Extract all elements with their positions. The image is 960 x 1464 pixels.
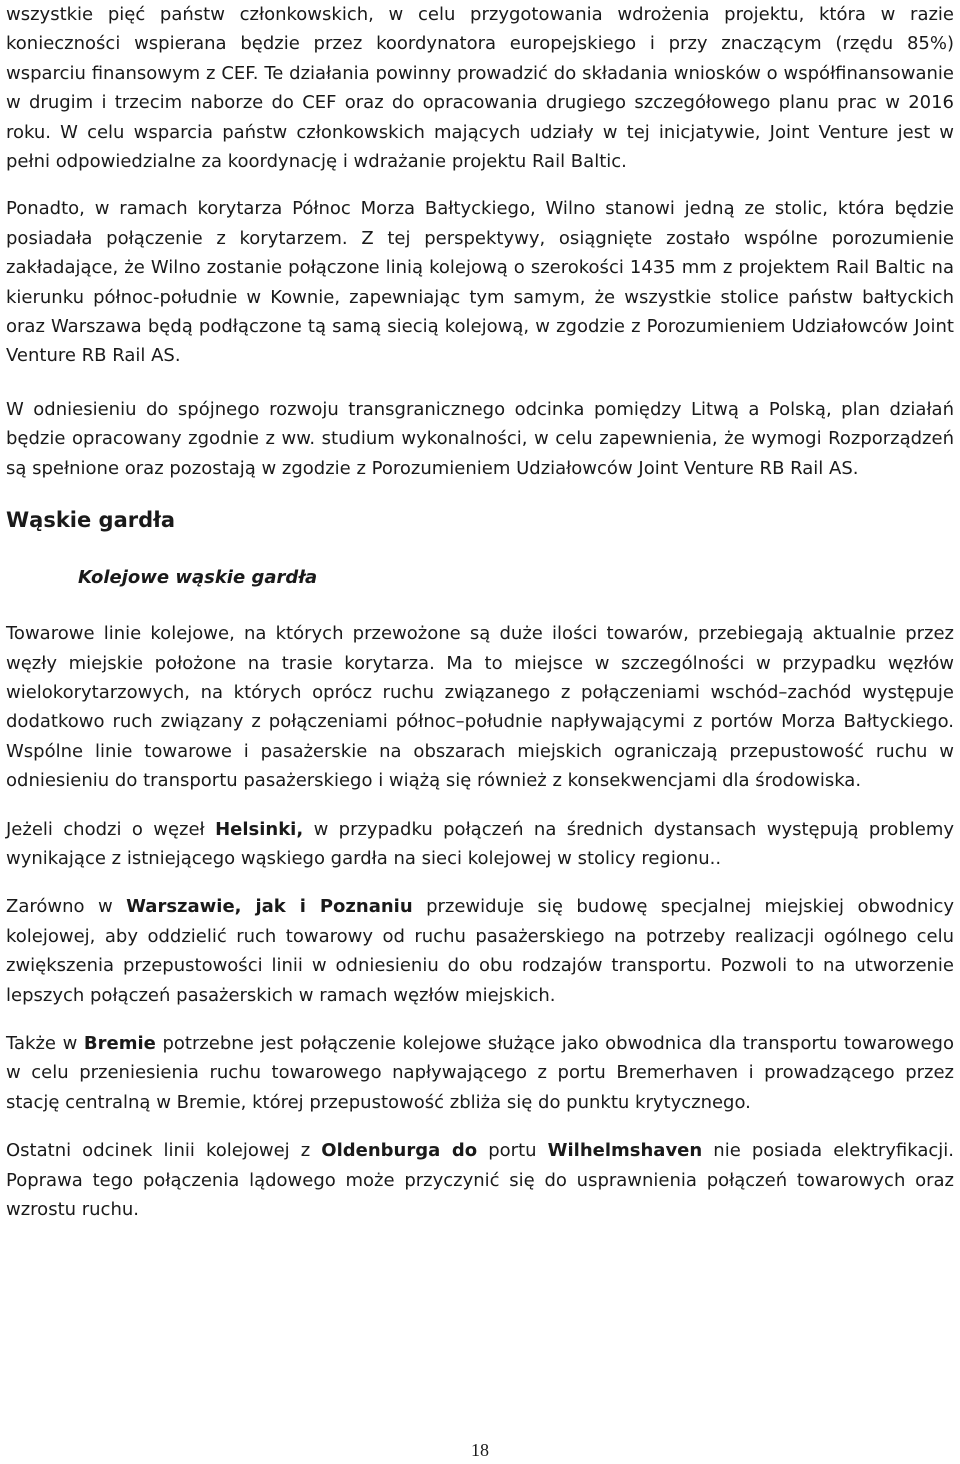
- bold-place-name: Helsinki,: [215, 818, 304, 840]
- paragraph-warsaw-poznan: [6, 892, 954, 1010]
- paragraph-text: Także w: [6, 1032, 84, 1054]
- paragraph-helsinki: [6, 815, 954, 874]
- paragraph-text: nie posiada elektryfikacji. Poprawa tego połączenia lądowego może przyczynić się do usprawnienia połączeń towarowych oraz wzrostu ruchu.: [6, 1140, 955, 1220]
- paragraph-text: portu: [477, 1140, 548, 1162]
- paragraph-rail-baltic-coordination: wszystkie pięć państw członkowskich, w celu przygotowania wdrożenia projektu, która w razie konieczności wspierana będzie przez koordynatora europejskiego i przy znaczącym (rzędu 85%) wsparciu finansowym z CEF. Te działania powinny prowadzić do składania wniosków o współfinansowanie w drugim i trzecim naborze do CEF oraz do opracowania drugiego szczegółowego planu prac w 2016 roku. W celu wsparcia państw członkowskich mających udziały w tej inicjatywie, Joint Venture jest w pełni odpowiedzialne za koordynację i wdrażanie projektu Rail Baltic.: [6, 4, 954, 173]
- paragraph-lithuania-poland-section: W odniesieniu do spójnego rozwoju transgranicznego odcinka pomiędzy Litwą a Polską, plan działań będzie opracowany zgodnie z ww. studium wykonalności, w celu zapewnienia, że wymogi Rozporządzeń są spełnione oraz pozostają w zgodzie z Porozumieniem Udziałowców Joint Venture RB Rail AS.: [6, 398, 954, 479]
- page-number: 18: [471, 1440, 489, 1460]
- paragraph-oldenburg-wilhelmshaven: [6, 1136, 954, 1224]
- paragraph-text: w przypadku połączeń na średnich dystansach występują problemy wynikające z istniejącego wąskiego gardła na sieci kolejowej w stolicy regionu..: [6, 818, 955, 869]
- section-heading: Wąskie gardła: [6, 508, 176, 533]
- paragraph-freight-lines: Towarowe linie kolejowe, na których przewożone są duże ilości towarów, przebiegają aktualnie przez węzły miejskie położone na trasie korytarza. Ma to miejsce w szczególności w przypadku węzłów wielokorytarzowych, na których oprócz ruchu związanego z połączeniami wschód–zachód występuje dodatkowo ruch związany z połączeniami północ–południe napływającymi z portów Morza Bałtyckiego. Wspólne linie towarowe i pasażerskie na obszarach miejskich ograniczają przepustowość ruchu w odniesieniu do transportu pasażerskiego i wiążą się również z konsekwencjami dla środowiska.: [6, 623, 954, 792]
- subsection-heading: Kolejowe wąskie gardła: [78, 567, 318, 589]
- paragraph-text: Jeżeli chodzi o węzeł: [6, 818, 216, 840]
- bold-place-name: Oldenburga do: [321, 1140, 478, 1162]
- paragraph-bremen: [6, 1029, 954, 1117]
- paragraph-vilnius-connection: Ponadto, w ramach korytarza Północ Morza Bałtyckiego, Wilno stanowi jedną ze stolic, która będzie posiadała połączenie z korytarzem. Z tej perspektywy, osiągnięte zostało wspólne porozumienie zakładające, że Wilno zostanie połączone linią kolejową o szerokości 1435 mm z projektem Rail Baltic na kierunku północ-południe w Kownie, zapewniając tym samym, że wszystkie stolice państw bałtyckich oraz Warszawa będą podłączone tą samą siecią kolejową, w zgodzie z Porozumieniem Udziałowców Joint Venture RB Rail AS.: [6, 198, 954, 367]
- bold-place-name: Bremie: [83, 1032, 156, 1054]
- bold-place-name: Wilhelmshaven: [547, 1140, 703, 1162]
- paragraph-text: Ostatni odcinek linii kolejowej z: [6, 1140, 322, 1162]
- document-page: [6, 0, 954, 1224]
- paragraph-text: Zarówno w: [6, 896, 127, 918]
- paragraph-text: potrzebne jest połączenie kolejowe służące jako obwodnica dla transportu towarowego w celu przeniesienia ruchu towarowego napływającego z portu Bremerhaven i prowadzącego przez stację centralną w Bremie, której przepustowość zbliża się do punktu krytycznego.: [6, 1032, 954, 1113]
- bold-place-name: Warszawie, jak i Poznaniu: [126, 896, 413, 918]
- paragraph-text: przewiduje się budowę specjalnej miejskiej obwodnicy kolejowej, aby oddzielić ruch towarowy od ruchu pasażerskiego na potrzeby realizacji ogólnego celu zwiększenia przepustowości linii w odniesieniu do obu rodzajów transportu. Pozwoli to na utworzenie lepszych połączeń pasażerskich w ramach węzłów miejskich.: [6, 896, 954, 1006]
